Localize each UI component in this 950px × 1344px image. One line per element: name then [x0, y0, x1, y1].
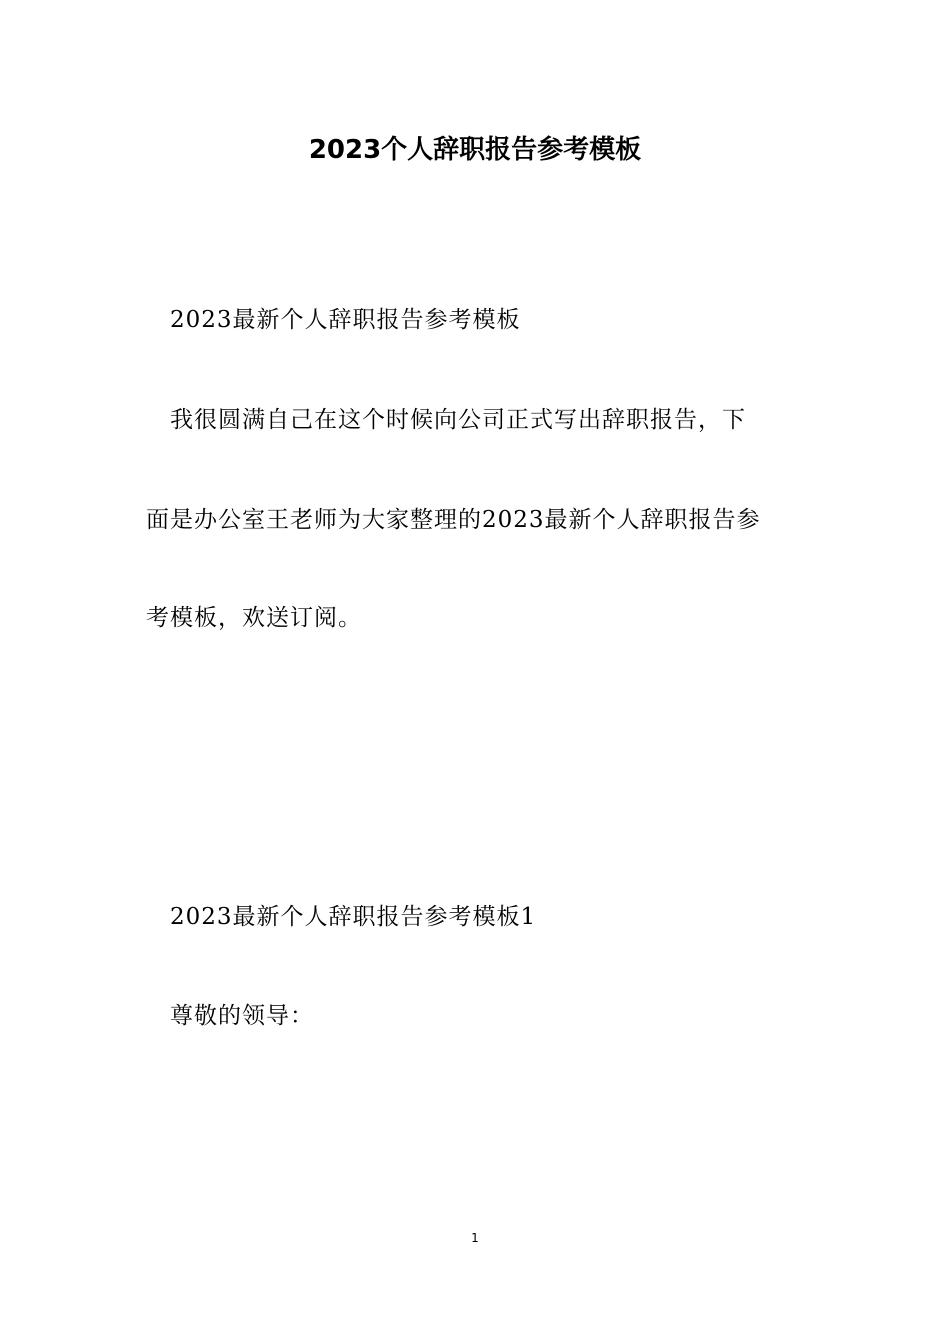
intro-line-3: 考模板，欢送订阅。: [146, 605, 362, 631]
page-number: 1: [471, 1231, 479, 1245]
salutation: 尊敬的领导：: [170, 1003, 314, 1029]
section-heading: 2023最新个人辞职报告参考模板1: [170, 904, 537, 930]
document-subtitle: 2023最新个人辞职报告参考模板: [170, 307, 521, 333]
intro-line-1: 我很圆满自己在这个时候向公司正式写出辞职报告，下: [170, 407, 746, 433]
intro-line-2: 面是办公室王老师为大家整理的2023最新个人辞职报告参: [146, 507, 761, 533]
document-title: 2023个人辞职报告参考模板: [308, 135, 642, 165]
